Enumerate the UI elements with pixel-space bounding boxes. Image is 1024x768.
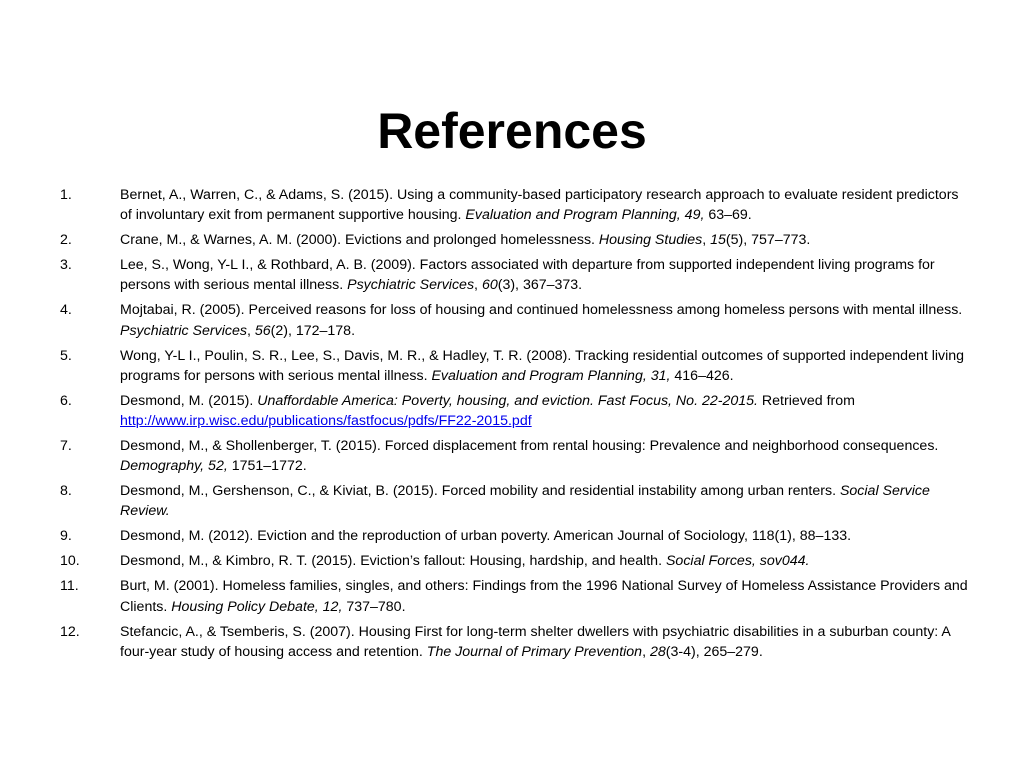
reference-segment: , (642, 643, 650, 660)
reference-segment: Burt, M. (2001). Homeless families, singles, and others: Findings from the 1996 National Survey of Homeless Assistance Providers and Clients. (120, 578, 968, 615)
reference-list (60, 185, 972, 667)
reference-number: 2. (60, 232, 72, 249)
reference-italic-segment: 60 (481, 277, 498, 294)
reference-segment: Crane, M., & Warnes, A. M. (2000). Evictions and prolonged homelessness. (120, 232, 599, 249)
reference-italic-segment: Social Service Review. (120, 483, 930, 520)
reference-link[interactable]: http://www.irp.wisc.edu/publications/fastfocus/pdfs/FF22-2015.pdf (120, 413, 532, 430)
reference-number: 4. (60, 302, 72, 319)
reference-segment: (2), 172–178. (270, 322, 356, 339)
reference-number: 3. (60, 257, 72, 274)
reference-segment: 416–426. (670, 367, 734, 384)
reference-text (120, 436, 972, 476)
reference-italic-segment: Social Forces, sov044. (665, 553, 810, 570)
reference-item (60, 436, 972, 476)
reference-item (60, 185, 972, 225)
reference-number: 1. (60, 187, 72, 203)
reference-item (60, 526, 972, 546)
reference-segment: (3-4), 265–279. (665, 643, 763, 660)
reference-number: 7. (60, 438, 72, 455)
reference-text (120, 391, 972, 431)
reference-item (60, 551, 972, 571)
reference-segment: Mojtabai, R. (2005). Perceived reasons for loss of housing and continued homelessness among homeless persons with mental illness. (120, 302, 963, 319)
reference-item (60, 391, 972, 431)
reference-segment: Desmond, M. (2012). Eviction and the reproduction of urban poverty. American Journal of Sociology, 118(1), 88–133. (120, 528, 852, 545)
reference-segment: 63–69. (704, 207, 752, 224)
reference-number: 8. (60, 483, 72, 500)
reference-item (60, 230, 972, 250)
reference-text (120, 300, 972, 340)
reference-segment: Wong, Y-L I., Poulin, S. R., Lee, S., Davis, M. R., & Hadley, T. R. (2008). Tracking residential outcomes of supported independent living programs for persons with serious mental illness. (120, 347, 965, 384)
reference-text (120, 551, 972, 571)
reference-italic-segment: Housing Studies (598, 232, 703, 249)
reference-italic-segment: Psychiatric Services (347, 277, 475, 294)
reference-segment: Lee, S., Wong, Y-L I., & Rothbard, A. B. (2009). Factors associated with departure from supported independent living programs for persons with serious mental illness. (120, 257, 935, 294)
reference-segment: 737–780. (342, 598, 406, 615)
reference-italic-segment: Housing Policy Debate, 12, (171, 598, 343, 615)
reference-number: 6. (60, 392, 72, 409)
reference-italic-segment: Demography, 52, (120, 458, 228, 475)
reference-segment: Desmond, M., & Shollenberger, T. (2015). Forced displacement from rental housing: Prevalence and neighborhood consequences. (120, 438, 939, 455)
reference-segment: (3), 367–373. (497, 277, 583, 294)
reference-item (60, 255, 972, 295)
reference-text (120, 230, 972, 250)
reference-item (60, 300, 972, 340)
reference-segment: Bernet, A., Warren, C., & Adams, S. (2015). Using a community-based participatory research approach to evaluate resident predictors of involuntary exit from permanent supportive housing. (120, 187, 959, 224)
reference-text (120, 526, 972, 546)
reference-segment: Desmond, M., & Kimbro, R. T. (2015). Eviction’s fallout: Housing, hardship, and health. (120, 553, 666, 570)
reference-segment: , (246, 322, 255, 339)
reference-text (120, 346, 972, 386)
reference-text (120, 622, 972, 662)
reference-segment: , (702, 232, 711, 249)
reference-number: 9. (60, 528, 72, 545)
reference-italic-segment: The Journal of Primary Prevention (426, 643, 643, 660)
reference-item (60, 481, 972, 521)
reference-segment: , (474, 277, 482, 294)
reference-item (60, 622, 972, 662)
reference-segment: Stefancic, A., & Tsemberis, S. (2007). Housing First for long-term shelter dwellers with psychiatric disabilities in a suburban county: A four-year study of housing access and retention. (120, 623, 951, 660)
reference-number: 12. (60, 623, 80, 640)
slide-title: References (377, 102, 647, 159)
reference-italic-segment: Psychiatric Services (120, 322, 247, 339)
reference-segment: Retrieved from (757, 392, 855, 409)
reference-text (120, 481, 972, 521)
reference-text (120, 576, 972, 616)
reference-italic-segment: 56 (254, 322, 271, 339)
reference-number: 5. (60, 347, 72, 364)
reference-number: 10. (60, 553, 80, 570)
reference-segment: 1751–1772. (227, 458, 307, 475)
reference-italic-segment: 15 (710, 232, 726, 249)
reference-text (120, 185, 972, 225)
reference-number: 11. (60, 578, 79, 595)
reference-text (120, 255, 972, 295)
reference-item (60, 346, 972, 386)
reference-italic-segment: Unaffordable America: Poverty, housing, and eviction. Fast Focus, No. 22-2015. (257, 392, 758, 409)
reference-item (60, 576, 972, 616)
reference-segment: Desmond, M. (2015). (120, 392, 258, 409)
reference-segment: (5), 757–773. (725, 232, 811, 249)
reference-italic-segment: Evaluation and Program Planning, 49, (465, 207, 705, 224)
reference-segment: Desmond, M., Gershenson, C., & Kiviat, B. (2015). Forced mobility and residential instability among urban renters. (120, 483, 840, 500)
reference-italic-segment: Evaluation and Program Planning, 31, (431, 367, 671, 384)
reference-italic-segment: 28 (649, 643, 666, 660)
